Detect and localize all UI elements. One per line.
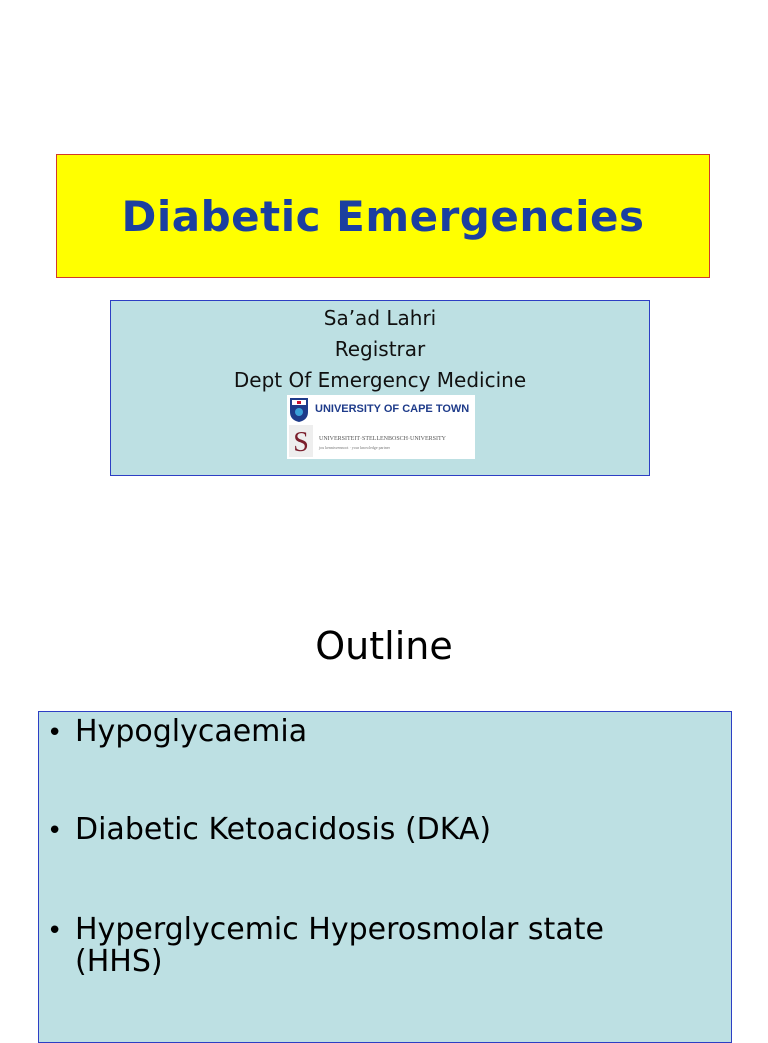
bullet-icon: •	[47, 816, 63, 846]
uct-logo	[289, 397, 473, 423]
bullet-icon: •	[47, 718, 63, 748]
list-item: • Diabetic Ketoacidosis (DKA)	[47, 812, 492, 847]
stellenbosch-logo-text: UNIVERSITEIT·STELLENBOSCH·UNIVERSITY	[319, 436, 446, 442]
stellenbosch-logo	[289, 425, 473, 457]
list-item: • Hypoglycaemia	[47, 714, 308, 749]
author-box	[110, 300, 650, 476]
title-box	[56, 154, 710, 278]
outline-box	[38, 711, 732, 1043]
svg-text:S: S	[293, 427, 309, 457]
author-name: Sa’ad Lahri	[323, 306, 437, 330]
outline-heading: Outline	[315, 624, 453, 668]
slide-title: Diabetic Emergencies	[121, 191, 645, 241]
author-role: Registrar	[334, 337, 426, 361]
author-department: Dept Of Emergency Medicine	[233, 368, 527, 392]
list-item: • Hyperglycemic Hyperosmolar state (HHS)	[47, 912, 604, 979]
university-logos	[287, 395, 475, 459]
bullet-icon: •	[47, 916, 63, 946]
stellenbosch-tagline: jou kennisvennoot · your knowledge partner	[319, 445, 390, 450]
stellenbosch-crest-icon	[289, 425, 313, 457]
uct-logo-text: UNIVERSITY OF CAPE TOWN	[315, 403, 470, 415]
uct-crest-icon	[289, 397, 309, 423]
